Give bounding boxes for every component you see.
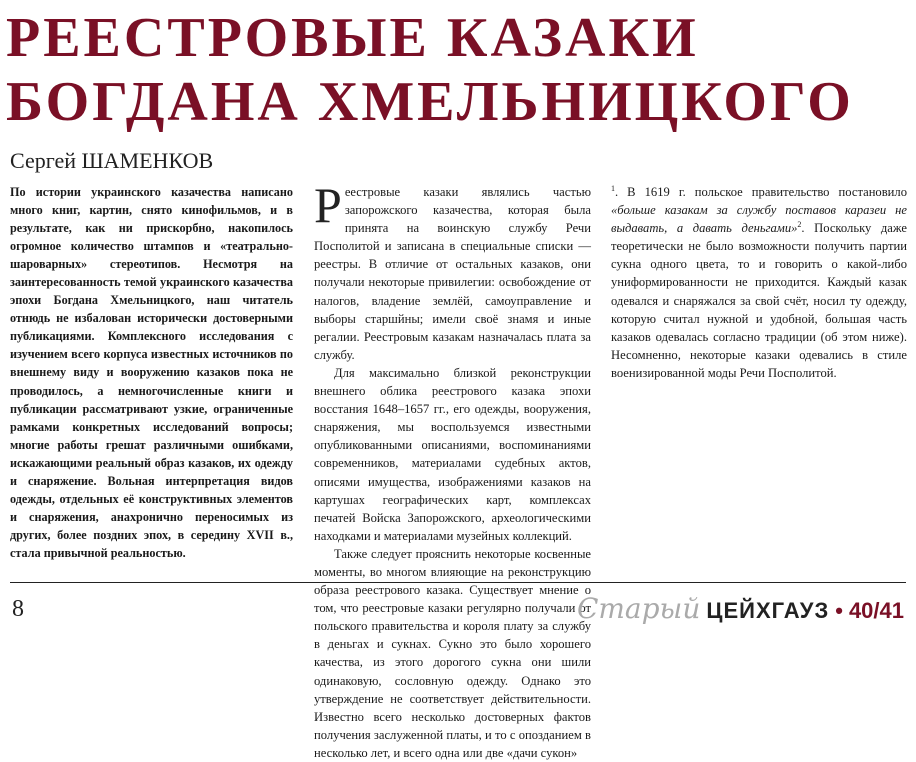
magazine-name: ЦЕЙХГАУЗ [706,598,830,623]
drop-cap: Р [314,177,342,233]
body-paragraph-3-cont [611,183,907,382]
lead-text: По истории украинского казачества написано много книг, картин, снято кинофильмов, и в результате, как ни прискорбно, накопилось огромное количество штампов и «театрально-шароварных» стереотипов. Несмотря на заинтересованность темой украинского казачества эпохи Богдана Хмельницкого, наш читатель отнюдь не избалован исторически достоверными публикациями. Комплексного исследования с изучением всего корпуса известных источников по внешнему виду и вооружению казаков пока не проводилось, а немногочисленные книги и публикации рассматривают узкие, ограниченные рамками конкретных исследований вопросы; многие работы грешат различными ошибками, искажающими реальный образ казаков, их одежду и снаряжение. Вольная интерпретация видов одежды, отдельных её конструктивных элементов и снаряжения, анахронично переносимых из других, более поздних эпох, в середину XVII в., стала привычной реальностью. [10,185,293,560]
body-paragraph-1-text: еестровые казаки являлись частью запорожского казачества, которая была принята на воинскую службу Речи Посполитой и записана в специальные списки — реестры. В отличие от остальных казаков, они получали некоторые привилегии: освобождение от налогов, владение землёй, самоуправление и выборы старшйны; имели своё знамя и иные регалии. Реестровым казакам назначалась плата за службу. [314,185,591,362]
footer-rule [10,582,906,583]
body-column-3 [611,183,907,382]
article-title-line1: РЕЕСТРОВЫЕ КАЗАКИ [6,7,699,69]
body-paragraph-3b: . В 1619 г. польское правительство постановило [615,185,907,199]
magazine-signature [577,592,904,625]
magazine-separator: • [835,598,843,623]
footnote-ref-1: 1 [611,183,615,193]
lead-paragraph [10,183,293,562]
body-paragraph-1 [314,177,591,364]
body-paragraph-3c: . Поскольку даже теоретически не было возможности получить партии сукна одного цвета, то и говорить о какой-либо униформированности не приходится. Каждый казак одевался и снаряжался за свой счёт, носил ту одежду, которую считал нужной и удобной, большая часть казаков одевалась согласно традиции (об этом ниже). Несомненно, некоторые казаки одевались в стиле военизированной моды Речи Посполитой. [611,221,907,380]
footnote-ref-2: 2 [797,220,802,229]
historical-quote: «больше казакам за службу поставов каразеи не выдавать, а давать деньгами» [611,203,907,236]
body-column-2 [314,177,591,762]
body-paragraph-3-text: Также следует прояснить некоторые косвенные моменты, во многом влияющие на реконструкцию образа реестрового казака. Существует мнение о том, что реестровые казаки регулярно получали от польского правительства и короля плату за службу в деньгах и сукнах. Сукно это было хорошего качества, из этого дорогого сукна они шили одинаковую, сословную одежду. Однако это утверждение не соответствует действительности. Известно всего несколько достоверных фактов получения заслуженной платы, и то с опозданием в несколько лет, и всего одна или две «дачи сукон» [314,546,591,760]
article-title [6,6,910,134]
author-byline: Сергей ШАМЕНКОВ [10,148,214,173]
issue-number: 40/41 [848,598,904,623]
magazine-script-word: Старый [576,592,701,625]
body-paragraph-3 [314,545,591,762]
article-title-line2: БОГДАНА ХМЕЛЬНИЦКОГО [6,71,854,133]
page-number: 8 [12,596,24,622]
body-paragraph-2: Для максимально близкой реконструкции внешнего облика реестрового казака эпохи восстания 1648–1657 гг., его одежды, вооружения, снаряжения, мы воспользуемся известными опубликованными описаниями, воспоминаниями современников, материалами судебных актов, описями имущества, изображениями казаков на картушах географических карт, комплексах печатей Войска Запорожского, археологическими находками и материалами музейных коллекций. [314,365,591,543]
